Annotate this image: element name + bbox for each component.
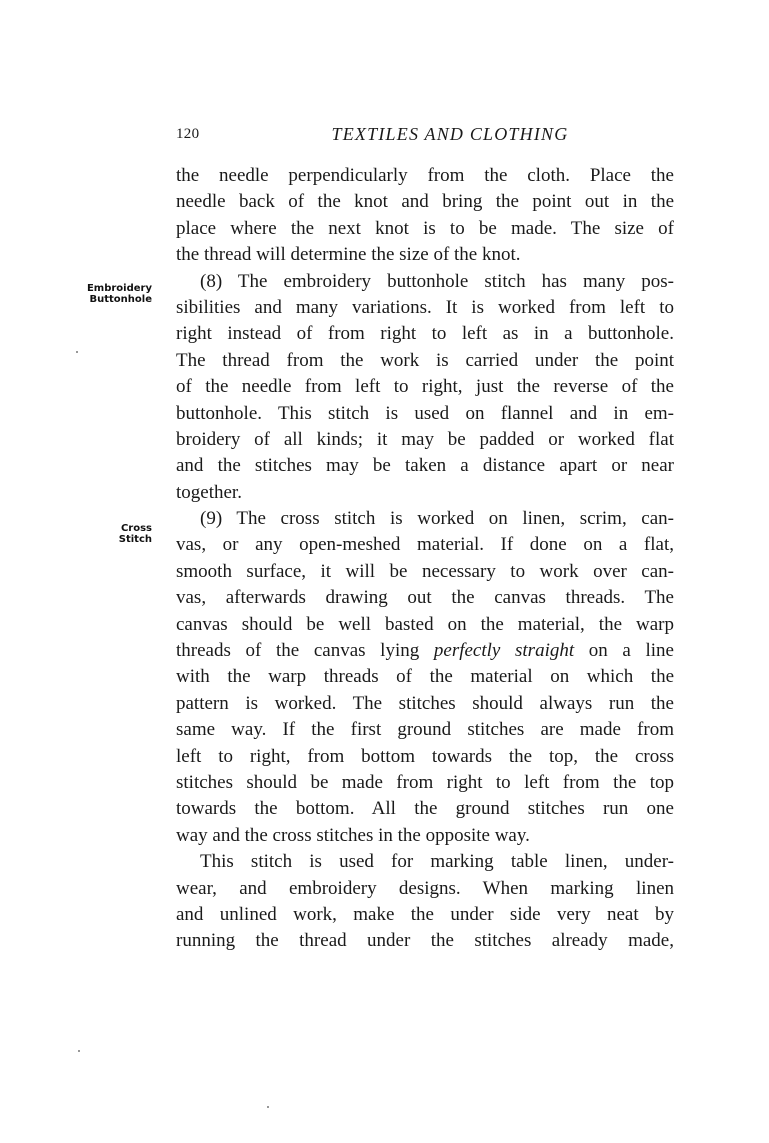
text-line: broidery of all kinds; it may be padded or worked flat (176, 428, 674, 450)
page-number: 120 (176, 126, 200, 142)
sidenote-line: Stitch (118, 534, 152, 545)
text-line: right instead of from right to left as in a buttonhole. (176, 323, 674, 345)
text-line: together. (176, 481, 242, 503)
scan-speck (78, 1050, 80, 1052)
text-line: place where the next knot is to be made. The size of (176, 217, 674, 239)
sidenote-cross-stitch (60, 523, 152, 545)
sidenote-embroidery-buttonhole (60, 283, 152, 305)
text-line: needle back of the knot and bring the point out in the (176, 191, 674, 213)
sidenote-line: Embroidery (86, 283, 152, 294)
text-line: towards the bottom. All the ground stitches run one (176, 798, 674, 820)
body-text (176, 163, 674, 955)
text-line: of the needle from left to right, just the reverse of the (176, 376, 674, 398)
scan-speck (76, 351, 78, 353)
text-line: sibilities and many variations. It is worked from left to (176, 296, 674, 318)
text-line: and unlined work, make the under side very neat by (176, 903, 674, 925)
text-line: buttonhole. This stitch is used on flannel and in em- (176, 402, 674, 424)
text-line: way and the cross stitches in the opposite way. (176, 824, 530, 846)
sidenote-line: Cross (120, 523, 152, 534)
page-header (176, 124, 674, 148)
text-line: left to right, from bottom towards the top, the cross (176, 745, 674, 767)
emphasis-text: perfectly straight (433, 640, 575, 662)
paragraph-8-start: (8) The embroidery buttonhole stitch has many pos- (200, 270, 674, 292)
text-line: vas, afterwards drawing out the canvas threads. The (176, 587, 674, 609)
text-line: same way. If the first ground stitches are made from (176, 719, 674, 741)
text-line: pattern is worked. The stitches should always run the (176, 692, 674, 714)
sidenote-line: Buttonhole (89, 294, 152, 305)
text-segment: on a line (574, 640, 674, 662)
scan-speck (267, 1106, 269, 1108)
text-line: vas, or any open-meshed material. If done on a flat, (176, 534, 674, 556)
text-line: running the thread under the stitches already made, (176, 930, 674, 952)
text-line: smooth surface, it will be necessary to work over can- (176, 560, 674, 582)
paragraph-start: This stitch is used for marking table linen, under- (200, 851, 674, 873)
paragraph-9-start: (9) The cross stitch is worked on linen, scrim, can- (200, 508, 674, 530)
text-line: and the stitches may be taken a distance apart or near (176, 455, 674, 477)
text-segment: threads of the canvas lying (176, 640, 434, 662)
text-line-emphasis (176, 638, 674, 664)
text-line: the thread will determine the size of the knot. (176, 244, 521, 266)
text-line: stitches should be made from right to left from the top (176, 771, 674, 793)
text-line: the needle perpendicularly from the cloth. Place the (176, 165, 674, 186)
text-line: canvas should be well basted on the material, the warp (176, 613, 674, 635)
running-title: TEXTILES AND CLOTHING (331, 124, 569, 144)
text-line: The thread from the work is carried under the point (176, 349, 674, 371)
text-line: wear, and embroidery designs. When marking linen (176, 877, 674, 899)
text-line: with the warp threads of the material on which the (176, 666, 674, 688)
